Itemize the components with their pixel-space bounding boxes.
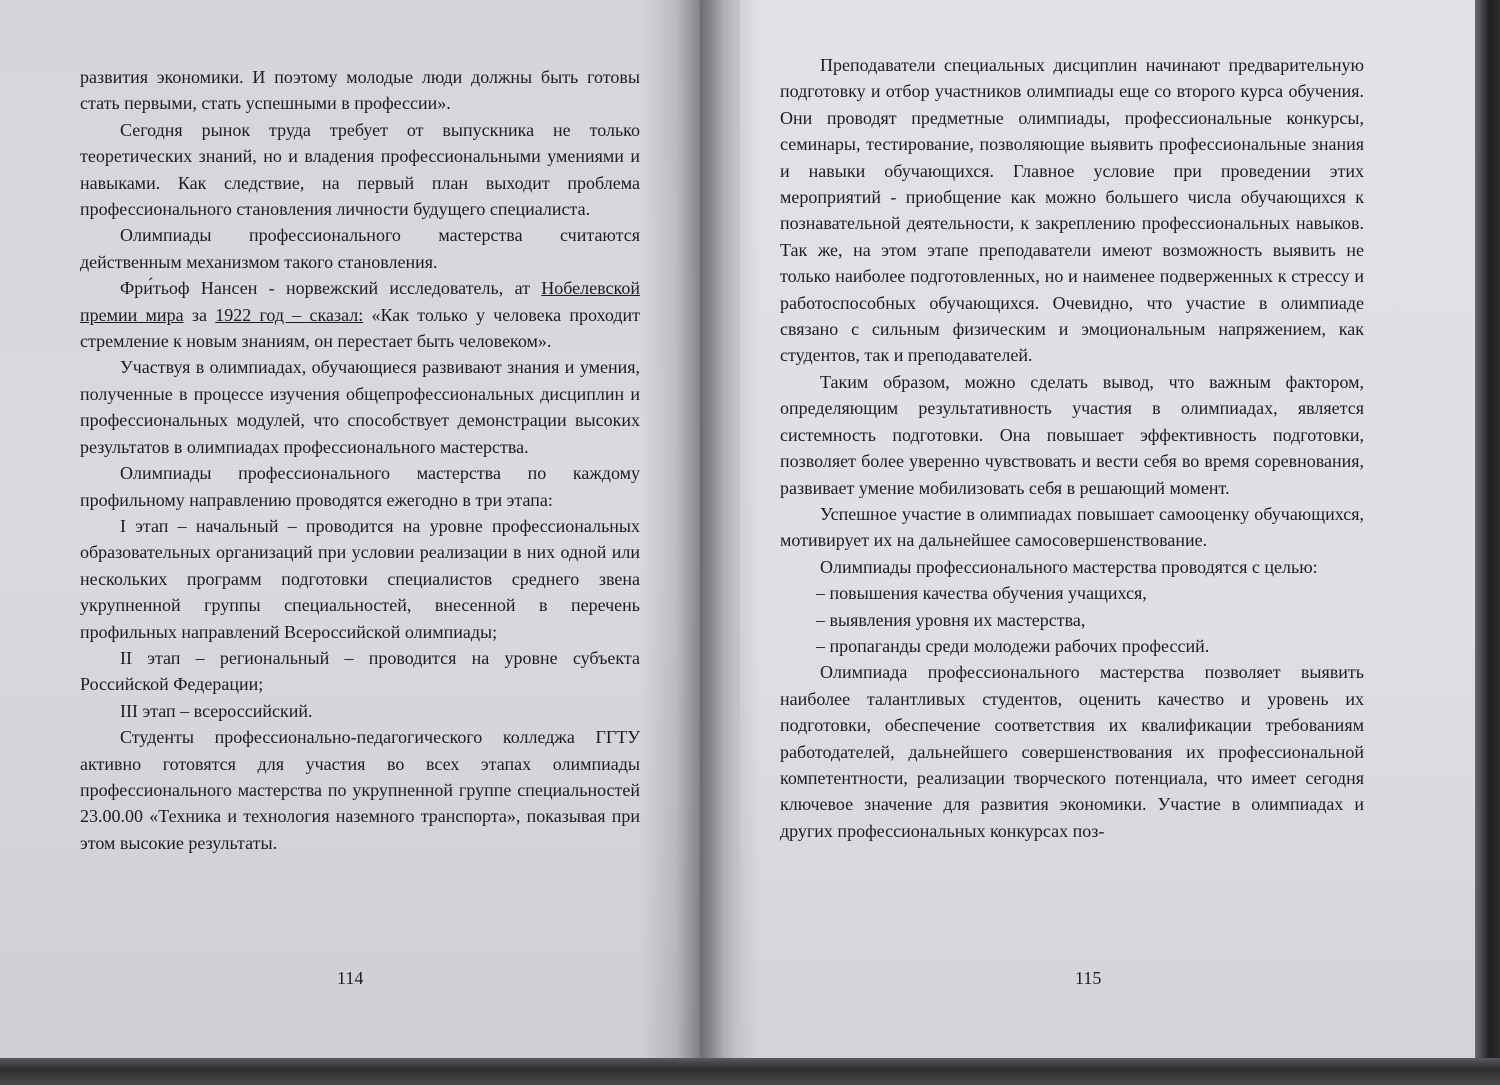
year-link[interactable]: 1922 год – сказал: bbox=[215, 304, 364, 325]
paragraph: Преподаватели специальных дисциплин начинают предварительную подготовку и отбор участников олимпиады еще со второго курса обучения. Они проводят предметные олимпиады, профессиональные конкурсы, семинары, тестирование, позволяющие выявить профессиональные знания и навыки обучающихся. Главное условие при проведении этих мероприятий - приобщение как можно большего числа обучающихся к познавательной деятельности, к закреплению профессиональных навыков. Так же, на этом этапе преподаватели имеют возможность выявить не только наиболее подготовленных, но и наименее подверженных к стрессу и работоспособных обучающихся. Очевидно, что участие в олимпиаде связано с сильным физическим и эмоциональным напряжением, как студентов, так и преподавателей. bbox=[780, 55, 1364, 366]
page-edge-shadow bbox=[1475, 0, 1500, 1085]
paragraph: Успешное участие в олимпиадах повышает самооценку обучающихся, мотивирует их на дальнейшее самосовершенствование. bbox=[780, 503, 1364, 551]
paragraph: Олимпиады профессионального мастерства считаются действенным механизмом такого становления. bbox=[80, 225, 640, 272]
right-page bbox=[740, 0, 1480, 1060]
paragraph: Таким образом, можно сделать вывод, что важным фактором, определяющим результативность участия в олимпиадах, является системность подготовки. Она повышает эффективность подготовки, позволяет более уверенно чувствовать и вести себя во время соревнования, развивает умение мобилизовать себя в решающий момент. bbox=[780, 371, 1364, 498]
page-bottom-shadow bbox=[0, 1058, 1500, 1085]
stage-two: II этап – региональный – проводится на уровне субъекта Российской Федерации; bbox=[80, 647, 640, 695]
nansen-quote: «Как только у человека проходит стремление к новым знаниям, он перестает быть человеком». bbox=[80, 304, 641, 352]
list-item: – пропаганды среди молодежи рабочих профессий. bbox=[816, 635, 1210, 656]
left-page-text bbox=[80, 64, 640, 856]
stage-three: III этап – всероссийский. bbox=[120, 700, 313, 721]
nansen-intro: Фри́тьоф Нансен - норвежский исследователь, bbox=[120, 278, 504, 299]
nansen-for: за bbox=[191, 304, 207, 325]
paragraph: Студенты профессионально-педагогического колледжа ГГТУ активно готовятся для участия во всех этапах олимпиады профессионального мастерства по укрупненной группе специальностей 23.00.00 «Техника и технология наземного транспорта», показывая при этом высокие результаты. bbox=[80, 727, 640, 853]
paragraph: развития экономики. И поэтому молодые люди должны быть готовы стать первыми, стать успешными в профессии». bbox=[80, 67, 640, 114]
paragraph: Олимпиада профессионального мастерства позволяет выявить наиболее талантливых студентов, оценить качество и уровень их подготовки, обеспечение соответствия их квалификации требованиям работодателей, дальнейшего совершенствования их профессиональной компетентности, реализации творческого потенциала, что имеет сегодня ключевое значение для развития экономики. Участие в олимпиадах и других профессиональных конкурсах поз- bbox=[780, 662, 1364, 841]
stage-one: I этап – начальный – проводится на уровне профессиональных образовательных организаций при условии реализации в них одной или нескольких программ подготовки специалистов среднего звена укрупненной группы специальностей, внесенной в перечень профильных направлений Всероссийской олимпиады; bbox=[80, 515, 640, 642]
page-number: 114 bbox=[337, 968, 364, 988]
nobel-prize-link[interactable]: Нобелевской премии мира bbox=[80, 278, 640, 325]
paragraph: Участвуя в олимпиадах, обучающиеся развивают знания и умения, полученные в процессе изучения общепрофессиональных дисциплин и профессиональных модулей, что способствует демонстрации высоких результатов в олимпиадах профессионального мастерства. bbox=[80, 357, 640, 457]
list-item: – выявления уровня их мастерства, bbox=[816, 609, 1086, 630]
book-gutter bbox=[640, 0, 760, 1085]
left-page bbox=[0, 0, 700, 1060]
paragraph-nansen bbox=[80, 275, 640, 354]
paragraph: Олимпиады профессионального мастерства проводятся с целью: bbox=[820, 556, 1318, 577]
nansen-at: ат bbox=[514, 278, 530, 299]
paragraph: Олимпиады профессионального мастерства по каждому профильному направлению проводятся ежегодно в три этапа: bbox=[80, 463, 640, 510]
list-item: – повышения качества обучения учащихся, bbox=[816, 583, 1147, 604]
right-page-text bbox=[780, 52, 1364, 844]
paragraph: Сегодня рынок труда требует от выпускника не только теоретических знаний, но и владения профессиональными умениями и навыками. Как следствие, на первый план выходит проблема профессионального становления личности будущего специалиста. bbox=[80, 119, 640, 220]
page-number: 115 bbox=[1075, 968, 1102, 988]
